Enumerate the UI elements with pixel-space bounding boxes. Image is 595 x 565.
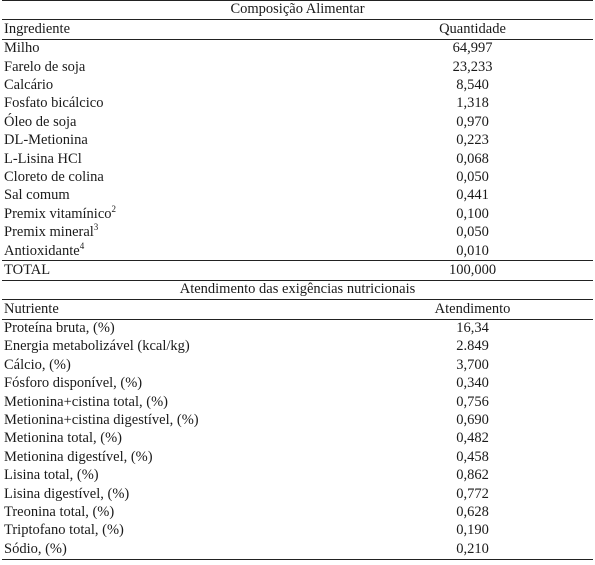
nutrient-row — [2, 540, 593, 559]
ingredient-quantity: 64,997 — [452, 40, 493, 57]
ingredient-quantity: 0,010 — [456, 242, 489, 259]
diet-composition-table — [2, 0, 593, 560]
nutrient-value: 0,210 — [352, 540, 593, 559]
ingredient-name: Cloreto de colina — [4, 168, 104, 185]
ingredient-quantity: 1,318 — [456, 95, 489, 112]
ingredient-name-cell — [2, 77, 352, 95]
ingredient-name-cell — [2, 113, 352, 131]
ingredient-name: Premix mineral — [4, 224, 94, 241]
nutrient-row — [2, 338, 593, 356]
ingredient-row — [2, 242, 593, 261]
requirements-section — [2, 280, 593, 559]
nutrient-row — [2, 375, 593, 393]
nutrient-name: Lisina total, (%) — [4, 467, 99, 484]
ingredient-row — [2, 205, 593, 223]
ingredient-name: Milho — [4, 40, 40, 57]
nutrient-value: 0,628 — [456, 503, 489, 520]
nutrient-value: 0,340 — [456, 375, 489, 392]
ingredient-quantity: 0,223 — [456, 132, 489, 149]
nutrient-value: 0,458 — [456, 448, 489, 465]
nutrient-name: Metionina digestível, (%) — [4, 448, 153, 465]
ingredient-name-cell — [2, 95, 352, 113]
ingredient-row — [2, 58, 593, 76]
footnote-marker: 3 — [93, 222, 99, 233]
nutrient-name: Sódio, (%) — [2, 540, 352, 559]
total-row — [2, 261, 593, 280]
ingredient-quantity: 0,050 — [456, 224, 489, 241]
ingredient-name: Premix vitamínico — [4, 205, 112, 222]
requirements-title: Atendimento das exigências nutricionais — [2, 280, 593, 299]
footnote-marker: 4 — [79, 240, 85, 251]
ingredient-name: Óleo de soja — [4, 113, 77, 130]
column-header-quantidade: Quantidade — [352, 20, 593, 39]
total-label: TOTAL — [2, 261, 352, 280]
ingredient-row — [2, 187, 593, 205]
ingredient-quantity: 23,233 — [452, 58, 493, 75]
composition-title: Composição Alimentar — [2, 1, 593, 20]
nutrient-value: 0,482 — [456, 430, 489, 447]
nutrient-row — [2, 467, 593, 485]
ingredient-name: DL-Metionina — [4, 132, 88, 149]
ingredient-quantity: 0,100 — [456, 205, 489, 222]
nutrient-row — [2, 522, 593, 540]
nutrient-name: Proteína bruta, (%) — [4, 320, 115, 337]
column-header-nutriente: Nutriente — [2, 300, 352, 319]
ingredient-name-cell — [2, 169, 352, 187]
total-value: 100,000 — [352, 261, 593, 280]
ingredient-name: Antioxidante — [4, 242, 80, 259]
ingredient-name: Calcário — [4, 77, 54, 93]
ingredient-name: Farelo de soja — [4, 58, 86, 75]
ingredient-row — [2, 95, 593, 113]
nutrient-row — [2, 448, 593, 466]
nutrient-name: Triptofano total, (%) — [4, 522, 124, 539]
nutrient-row — [2, 412, 593, 430]
column-header-ingrediente: Ingrediente — [2, 20, 352, 39]
column-header-atendimento: Atendimento — [352, 300, 593, 319]
nutrient-name: Energia metabolizável (kcal/kg) — [4, 338, 190, 355]
ingredient-name: Sal comum — [4, 187, 70, 204]
ingredient-row — [2, 77, 593, 95]
nutrient-row — [2, 393, 593, 411]
nutrient-row — [2, 319, 593, 338]
requirements-title-row — [2, 280, 593, 299]
nutrient-name: Treonina total, (%) — [4, 503, 115, 520]
ingredient-quantity: 0,970 — [456, 113, 489, 130]
ingredient-row — [2, 224, 593, 242]
nutrient-row — [2, 485, 593, 503]
nutrient-value: 2.849 — [456, 338, 489, 355]
ingredient-name: L-Lisina HCl — [4, 150, 82, 167]
ingredient-quantity: 0,068 — [456, 150, 489, 167]
nutrient-value: 0,862 — [456, 467, 489, 484]
ingredient-row — [2, 39, 593, 58]
ingredient-name-cell — [2, 58, 352, 76]
composition-header-row — [2, 20, 593, 39]
ingredient-name-cell — [2, 242, 352, 261]
ingredient-name-cell — [2, 39, 352, 58]
nutrient-row — [2, 504, 593, 522]
nutrient-value: 0,772 — [456, 485, 489, 502]
nutrient-row — [2, 430, 593, 448]
nutrient-value: 0,756 — [456, 393, 489, 410]
ingredient-name-cell — [2, 150, 352, 168]
composition-title-row — [2, 1, 593, 20]
ingredient-name-cell — [2, 132, 352, 150]
nutrient-name: Lisina digestível, (%) — [4, 485, 130, 502]
nutrient-name: Cálcio, (%) — [4, 356, 71, 373]
ingredient-quantity: 0,050 — [456, 168, 489, 185]
ingredient-row — [2, 169, 593, 187]
nutrient-name: Metionina+cistina digestível, (%) — [4, 412, 199, 429]
nutrient-row — [2, 356, 593, 374]
composition-section — [2, 1, 593, 281]
requirements-header-row — [2, 300, 593, 319]
nutrient-value: 0,190 — [456, 522, 489, 539]
nutrient-value: 16,34 — [456, 320, 489, 337]
nutrient-name: Fósforo disponível, (%) — [4, 375, 143, 392]
footnote-marker: 2 — [111, 203, 117, 214]
nutrient-value: 0,690 — [456, 412, 489, 429]
ingredient-name: Fosfato bicálcico — [4, 95, 104, 112]
ingredient-row — [2, 132, 593, 150]
ingredient-row — [2, 150, 593, 168]
ingredient-quantity: 8,540 — [456, 77, 489, 93]
nutrient-value: 3,700 — [456, 356, 489, 373]
ingredient-name-cell — [2, 187, 352, 205]
nutrient-name: Metionina total, (%) — [4, 430, 122, 447]
ingredient-name-cell — [2, 205, 352, 223]
nutrient-name: Metionina+cistina total, (%) — [4, 393, 169, 410]
ingredient-quantity: 0,441 — [456, 187, 489, 204]
ingredient-name-cell — [2, 224, 352, 242]
ingredient-row — [2, 113, 593, 131]
